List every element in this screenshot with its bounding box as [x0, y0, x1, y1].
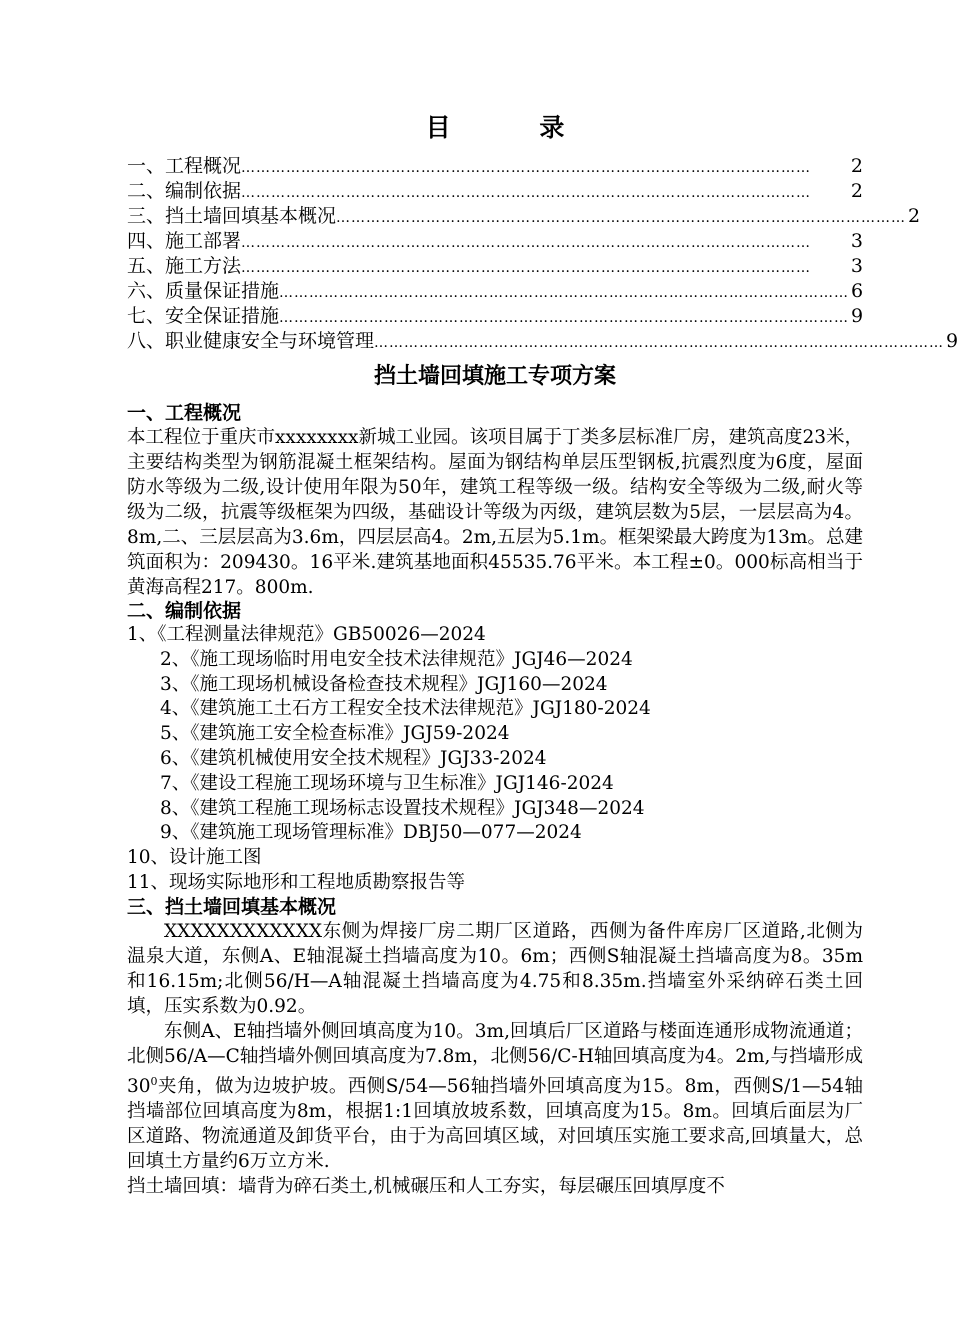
reference-item: 2、《施工现场临时用电安全技术法律规范》JGJ46—2024	[160, 648, 633, 670]
overview-paragraph: 本工程位于重庆市xxxxxxxx新城工业园。该项目属于丁类多层标准厂房，建筑高度23米，主要结构类型为钢筋混凝土框架结构。屋面为钢结构单层压型钢板,抗震烈度为6度，屋面防水等级为二级,设计使用年限为50年，建筑工程等级一级。结构安全等级为二级,耐火等级为二级，抗震等级框架为四级，基础设计等级为丙级，建筑层数为5层，一层层高为4。8m,二、三层层高为3.6m，四层层高4。2m,五层为5.1m。框架梁最大跨度为13m。总建筑面积为：209430。16平米.建筑基地面积45535.76平米。本工程±0。000标高相当于黄海高程217。800m.	[127, 427, 864, 598]
section-heading-basis: 二、编制依据	[127, 600, 242, 622]
reference-item: 1、《工程测量法律规范》GB50026—2024	[127, 624, 486, 645]
backfill-paragraph-1: XXXXXXXXXXXX东侧为焊接厂房二期厂区道路，西侧为备件库房厂区道路,北侧为温泉大道，东侧A、E轴混凝土挡墙高度为10。6m；西侧S轴混凝土挡墙高度为8。35m和16.15m;北侧56/H—A轴混凝土挡墙高度为4.75和8.35m.挡墙室外采纳碎石类土回填，压实系数为0.92。	[127, 920, 863, 1017]
toc-leader-dots: ……………………………………………………………………………………………………	[279, 285, 850, 301]
toc-title: 目 录	[425, 113, 605, 142]
toc-leader-dots: ……………………………………………………………………………………………………	[241, 260, 812, 276]
toc-item-label: 四、施工部署	[127, 230, 242, 252]
reference-item: 11、现场实际地形和工程地质勘察报告等	[127, 871, 466, 893]
toc-item-label: 三、挡土墙回填基本概况	[127, 205, 337, 227]
degree-superscript: 0	[150, 1074, 158, 1088]
toc-leader-dots: ……………………………………………………………………………………………………	[241, 160, 812, 176]
toc-item[interactable]	[127, 154, 863, 179]
toc-item[interactable]	[127, 279, 863, 304]
toc-item-label: 一、工程概况	[127, 155, 242, 177]
toc-item-page: 9	[946, 330, 958, 352]
reference-item: 9、《建筑施工现场管理标准》DBJ50—077—2024	[160, 822, 582, 844]
toc-leader-dots: ……………………………………………………………………………………………………	[241, 235, 812, 251]
reference-item: 7、《建设工程施工现场环境与卫生标准》JGJ146-2024	[160, 772, 614, 794]
document-page	[127, 108, 958, 1199]
section-heading-backfill: 三、挡土墙回填基本概况	[127, 895, 337, 918]
document-title: 挡土墙回填施工专项方案	[373, 364, 616, 389]
toc-item[interactable]	[127, 204, 921, 229]
toc-item-page: 2	[850, 155, 863, 177]
backfill-paragraph-3: 挡土墙回填：墙背为碎石类土,机械碾压和人工夯实，每层碾压回填厚度不	[127, 1175, 725, 1197]
backfill-paragraph-2	[127, 1019, 863, 1174]
toc-leader-dots: ……………………………………………………………………………………………………	[279, 310, 850, 326]
toc-item[interactable]	[127, 329, 958, 354]
backfill-paragraph-2-part-a: 东侧A、E轴挡墙外侧回填高度为10。3m,回填后厂区道路与楼面连通形成物流通道；北侧56/A—C轴挡墙外侧回填高度为7.8m，北侧56/C-H轴回填高度为4。2m,与挡墙形成30	[127, 1020, 863, 1097]
toc-item[interactable]	[127, 179, 863, 204]
toc-item-label: 八、职业健康安全与环境管理	[127, 330, 375, 352]
toc-leader-dots: ……………………………………………………………………………………………………	[336, 210, 907, 226]
section-heading-overview: 一、工程概况	[127, 402, 242, 424]
reference-item: 8、《建筑工程施工现场标志设置技术规程》JGJ348—2024	[160, 797, 645, 819]
toc-item-page: 3	[850, 230, 863, 252]
reference-item: 5、《建筑施工安全检查标准》JGJ59-2024	[160, 723, 510, 745]
toc-item-page: 6	[851, 280, 864, 302]
toc-item[interactable]	[127, 229, 863, 254]
reference-item: 3、《施工现场机械设备检查技术规程》JGJ160—2024	[160, 673, 608, 695]
reference-item: 4、《建筑施工土石方工程安全技术法律规范》JGJ180-2024	[160, 698, 651, 720]
toc-item-label: 七、安全保证措施	[127, 305, 280, 327]
toc-item-page: 3	[850, 255, 863, 277]
toc-item[interactable]	[127, 304, 863, 329]
toc-item[interactable]	[127, 254, 863, 279]
toc-leader-dots: ……………………………………………………………………………………………………	[241, 185, 812, 201]
toc-item-label: 五、施工方法	[127, 255, 242, 277]
toc-item-label: 六、质量保证措施	[127, 280, 280, 302]
reference-list	[127, 623, 863, 896]
toc-item-page: 2	[850, 180, 863, 202]
toc-leader-dots: ……………………………………………………………………………………………………	[374, 335, 945, 351]
reference-item: 10、设计施工图	[127, 847, 262, 869]
reference-item: 6、《建筑机械使用安全技术规程》JGJ33-2024	[160, 747, 547, 769]
toc-item-label: 二、编制依据	[127, 180, 242, 202]
toc-item-page: 2	[908, 205, 921, 227]
toc-item-page: 9	[851, 305, 864, 327]
backfill-paragraph-2-part-b: 夹角，做为边坡护坡。西侧S/54—56轴挡墙外回填高度为15。8m，西侧S/1—54轴挡墙部位回填高度为8m，根据1:1回填放坡系数，回填高度为15。8m。回填后面层为厂区道路、物流通道及卸货平台，由于为高回填区域，对回填压实施工要求高,回填量大，总回填土方量约6万立方米.	[127, 1075, 863, 1172]
toc-list	[127, 154, 958, 354]
